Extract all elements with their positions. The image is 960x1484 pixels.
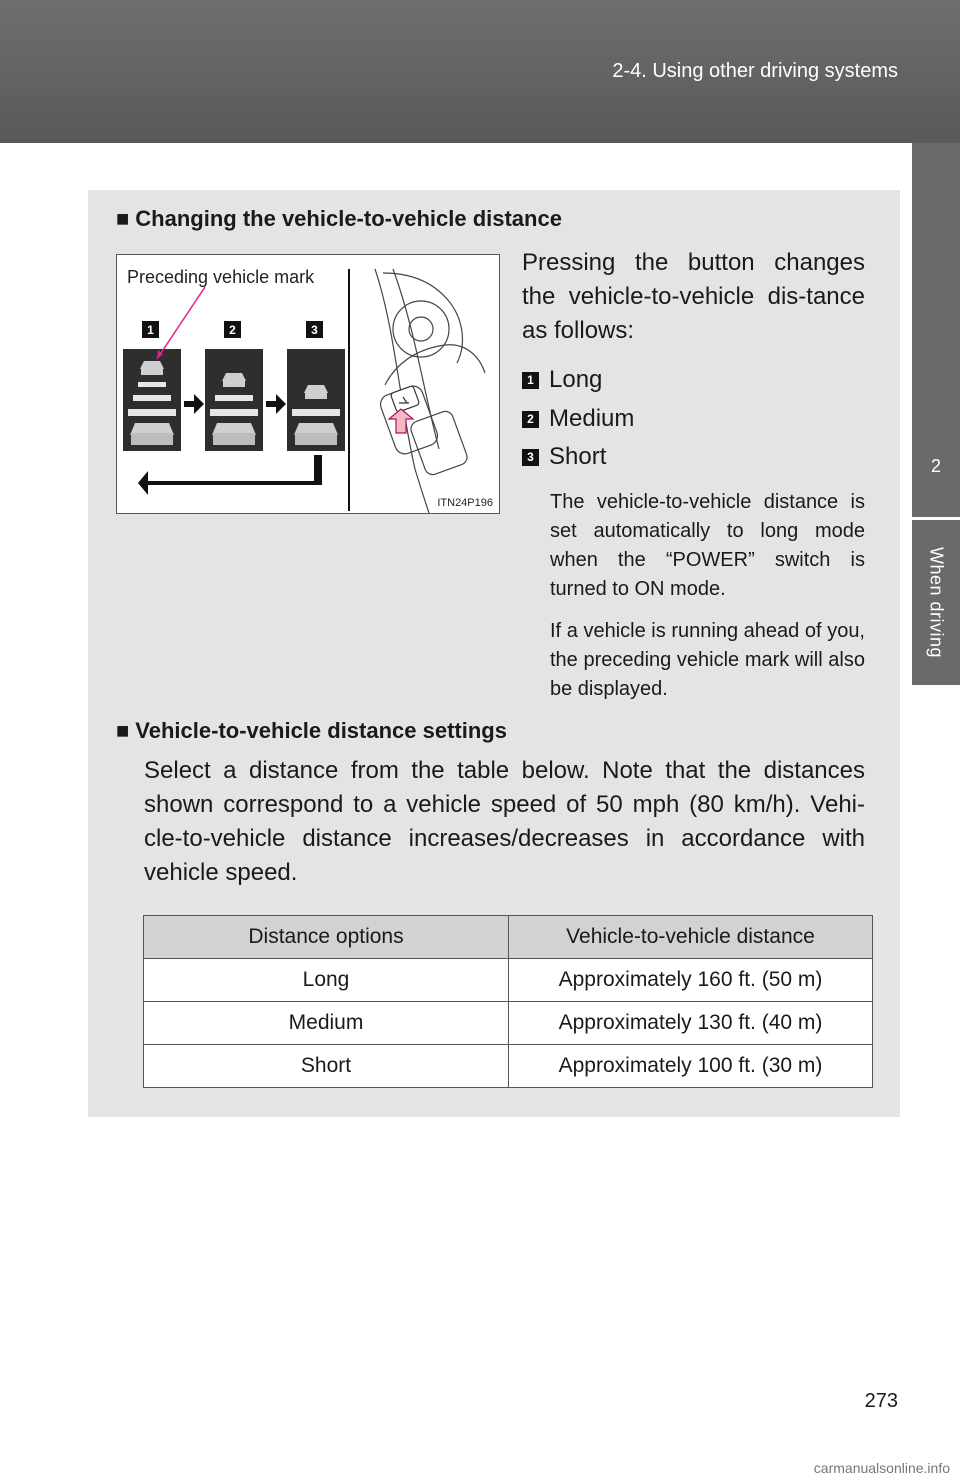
display-long-icon	[123, 349, 181, 451]
distance-table	[143, 915, 873, 1088]
page-header	[0, 0, 960, 143]
chapter-title: When driving	[926, 546, 947, 659]
badge-2-icon	[224, 321, 241, 338]
note-power-mode: The vehicle-to-vehicle distance is set automatically to long mode when the “POWER” switch is turned to ON mode.	[550, 491, 865, 600]
option-label: Long	[549, 366, 603, 393]
distance-illustration	[116, 254, 500, 514]
badge-1-text: 1	[147, 323, 154, 337]
figure-code: ITN24P196	[437, 497, 493, 509]
table-cell: Approximately 130 ft. (40 m)	[509, 1002, 873, 1045]
badge-2-text: 2	[229, 323, 236, 337]
column-header: Vehicle-to-vehicle distance	[509, 916, 873, 959]
table-row	[144, 1002, 873, 1045]
press-arrow-icon	[389, 409, 413, 433]
table-row	[144, 1045, 873, 1088]
settings-paragraph: Select a distance from the table below. Note that the distances shown correspond to a vehicle speed of 50 mph (80 km/h). Vehi-cle-to-vehicle distance increases/decreases in accordance with vehicle speed.	[144, 757, 865, 886]
badge-3-text: 3	[311, 323, 318, 337]
square-bullet-icon: ■	[116, 206, 130, 231]
page-number: 273	[864, 1390, 898, 1412]
chapter-number: 2	[930, 456, 941, 476]
option-item	[522, 443, 606, 471]
figure-label: Preceding vehicle mark	[127, 267, 315, 287]
square-bullet-icon: ■	[116, 718, 130, 743]
table-row	[144, 959, 873, 1002]
option-item	[522, 366, 602, 394]
table-cell: Long	[144, 959, 509, 1002]
arrow-right-icon	[266, 394, 286, 414]
table-cell: Approximately 160 ft. (50 m)	[509, 959, 873, 1002]
steering-wheel-switch-icon	[375, 269, 485, 513]
column-header: Distance options	[144, 916, 509, 959]
badge-3-icon: 3	[522, 449, 539, 466]
display-medium-icon	[205, 349, 263, 451]
display-short-icon	[287, 349, 345, 451]
badge-2-icon: 2	[522, 411, 539, 428]
table-cell: Medium	[144, 1002, 509, 1045]
table-cell: Short	[144, 1045, 509, 1088]
table-cell: Approximately 100 ft. (30 m)	[509, 1045, 873, 1088]
pointer-line	[157, 287, 205, 359]
section-heading-text: Changing the vehicle-to-vehicle distance	[135, 206, 562, 231]
section-heading	[116, 718, 507, 744]
option-label: Short	[549, 443, 607, 470]
note-preceding-vehicle: If a vehicle is running ahead of you, the preceding vehicle mark will also be displayed.	[550, 620, 865, 700]
chapter-tab	[912, 520, 960, 685]
badge-1-icon	[142, 321, 159, 338]
table-header-row	[144, 916, 873, 959]
section-heading-text: Vehicle-to-vehicle distance settings	[135, 718, 507, 743]
illustration-graphic	[117, 255, 499, 513]
arrow-right-icon	[184, 394, 204, 414]
return-arrow-icon	[138, 455, 322, 495]
intro-text: Pressing the button changes the vehicle-to-vehicle dis-tance as follows:	[522, 249, 865, 344]
badge-3-icon	[306, 321, 323, 338]
watermark: carmanualsonline.info	[813, 1460, 950, 1476]
option-item	[522, 405, 634, 433]
option-label: Medium	[549, 405, 635, 432]
badge-1-icon: 1	[522, 372, 539, 389]
section-title: 2-4. Using other driving systems	[612, 60, 898, 82]
section-heading	[116, 206, 562, 232]
